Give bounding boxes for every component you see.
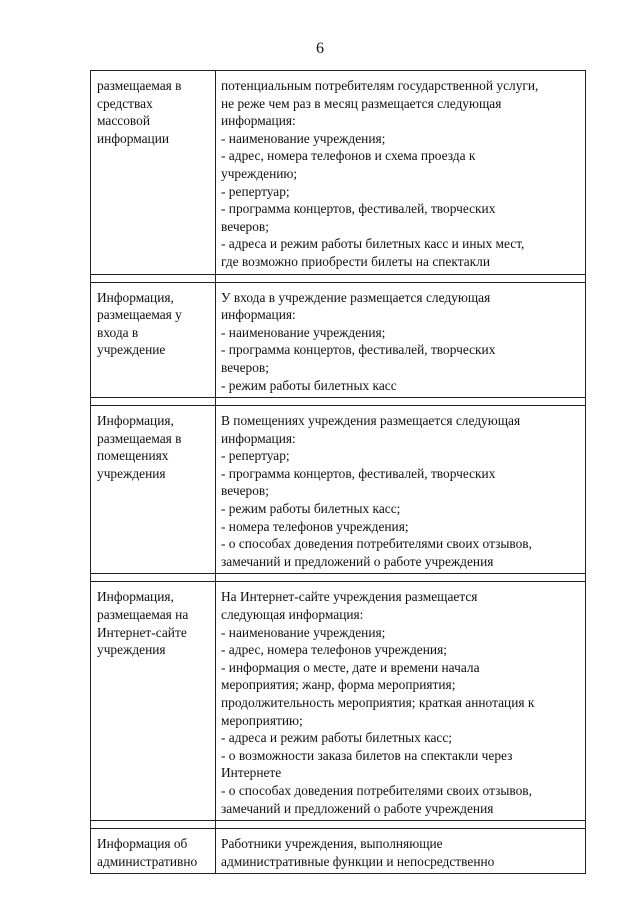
content-line: мероприятию; bbox=[221, 712, 303, 728]
content-line: - репертуар; bbox=[221, 448, 290, 464]
content-line: мероприятия; жанр, форма мероприятия; bbox=[221, 677, 456, 693]
content-line: - о способах доведения потребителями своих отзывов, bbox=[221, 536, 532, 552]
row-gap bbox=[91, 398, 586, 406]
content-cell bbox=[216, 282, 586, 398]
table-row bbox=[91, 829, 586, 874]
label-cell bbox=[91, 406, 216, 574]
content-line: - адреса и режим работы билетных касс и иных мест, bbox=[221, 236, 525, 252]
content-line: - информация о месте, дате и времени начала bbox=[221, 659, 480, 675]
label-line: учреждение bbox=[97, 342, 166, 358]
content-line: - наименование учреждения; bbox=[221, 130, 386, 146]
gap-cell bbox=[91, 274, 216, 282]
content-line: На Интернет-сайте учреждения размещается bbox=[221, 589, 478, 605]
content-line: - наименование учреждения; bbox=[221, 624, 386, 640]
label-line: размещаемая на bbox=[97, 607, 189, 623]
label-line: Интернет-сайте bbox=[97, 624, 187, 640]
label-line: размещаемая в bbox=[97, 430, 182, 446]
label-cell bbox=[91, 282, 216, 398]
row-gap bbox=[91, 274, 586, 282]
label-line: Информация, bbox=[97, 413, 174, 429]
label-line: информации bbox=[97, 130, 170, 146]
content-line: информация: bbox=[221, 430, 296, 446]
gap-cell bbox=[91, 574, 216, 582]
content-line: - номера телефонов учреждения; bbox=[221, 518, 409, 534]
content-line: потенциальным потребителям государственной услуги, bbox=[221, 78, 539, 93]
content-line: - о возможности заказа билетов на спектакли через bbox=[221, 747, 513, 763]
row-gap bbox=[91, 574, 586, 582]
label-line: административно bbox=[97, 853, 198, 869]
content-cell bbox=[216, 406, 586, 574]
label-line: массовой bbox=[97, 113, 151, 129]
row-gap bbox=[91, 821, 586, 829]
content-line: где возможно приобрести билеты на спектакли bbox=[221, 253, 491, 269]
content-cell bbox=[216, 829, 586, 874]
label-line: размещаемая в bbox=[97, 78, 182, 93]
content-line: вечеров; bbox=[221, 218, 269, 234]
gap-cell bbox=[216, 274, 586, 282]
content-line: информация: bbox=[221, 113, 296, 129]
table-row bbox=[91, 582, 586, 821]
content-line: Работники учреждения, выполняющие bbox=[221, 836, 443, 852]
gap-cell bbox=[91, 821, 216, 829]
label-line: Информация, bbox=[97, 589, 174, 605]
content-line: - адреса и режим работы билетных касс; bbox=[221, 730, 453, 746]
table-row bbox=[91, 406, 586, 574]
content-line: учреждению; bbox=[221, 165, 298, 181]
label-line: помещениях bbox=[97, 448, 169, 464]
content-line: В помещениях учреждения размещается следующая bbox=[221, 413, 521, 429]
content-line: не реже чем раз в месяц размещается следующая bbox=[221, 95, 502, 111]
content-line: - программа концертов, фестивалей, творческих bbox=[221, 465, 496, 481]
content-line: следующая информация: bbox=[221, 607, 364, 623]
content-cell bbox=[216, 71, 586, 275]
label-cell bbox=[91, 582, 216, 821]
label-line: Информация, bbox=[97, 289, 174, 305]
label-line: размещаемая у bbox=[97, 307, 182, 323]
label-line: учреждения bbox=[97, 465, 166, 481]
content-cell bbox=[216, 582, 586, 821]
label-line: входа в bbox=[97, 324, 139, 340]
content-line: вечеров; bbox=[221, 483, 269, 499]
content-line: замечаний и предложений о работе учреждения bbox=[221, 553, 494, 569]
content-line: У входа в учреждение размещается следующая bbox=[221, 289, 491, 305]
label-cell bbox=[91, 829, 216, 874]
content-line: Интернете bbox=[221, 765, 282, 781]
table-row bbox=[91, 71, 586, 275]
content-line: информация: bbox=[221, 307, 296, 323]
content-line: административные функции и непосредственно bbox=[221, 853, 495, 869]
info-table bbox=[90, 70, 586, 874]
page-number: 6 bbox=[316, 40, 324, 57]
gap-cell bbox=[91, 398, 216, 406]
gap-cell bbox=[216, 821, 586, 829]
gap-cell bbox=[216, 574, 586, 582]
content-line: - наименование учреждения; bbox=[221, 324, 386, 340]
content-line: - о способах доведения потребителями своих отзывов, bbox=[221, 782, 532, 798]
label-line: средствах bbox=[97, 95, 153, 111]
table-row bbox=[91, 282, 586, 398]
label-line: Информация об bbox=[97, 836, 188, 852]
gap-cell bbox=[216, 398, 586, 406]
label-cell bbox=[91, 71, 216, 275]
label-line: учреждения bbox=[97, 642, 166, 658]
content-line: замечаний и предложений о работе учреждения bbox=[221, 800, 494, 816]
content-line: - репертуар; bbox=[221, 183, 290, 199]
content-line: вечеров; bbox=[221, 359, 269, 375]
content-line: - программа концертов, фестивалей, творческих bbox=[221, 342, 496, 358]
content-line: - режим работы билетных касс; bbox=[221, 501, 401, 517]
content-line: - программа концертов, фестивалей, творческих bbox=[221, 201, 496, 217]
content-line: - режим работы билетных касс bbox=[221, 377, 397, 393]
content-line: - адрес, номера телефонов и схема проезда к bbox=[221, 148, 476, 164]
content-line: - адрес, номера телефонов учреждения; bbox=[221, 642, 447, 658]
content-line: продолжительность мероприятия; краткая аннотация к bbox=[221, 695, 535, 710]
